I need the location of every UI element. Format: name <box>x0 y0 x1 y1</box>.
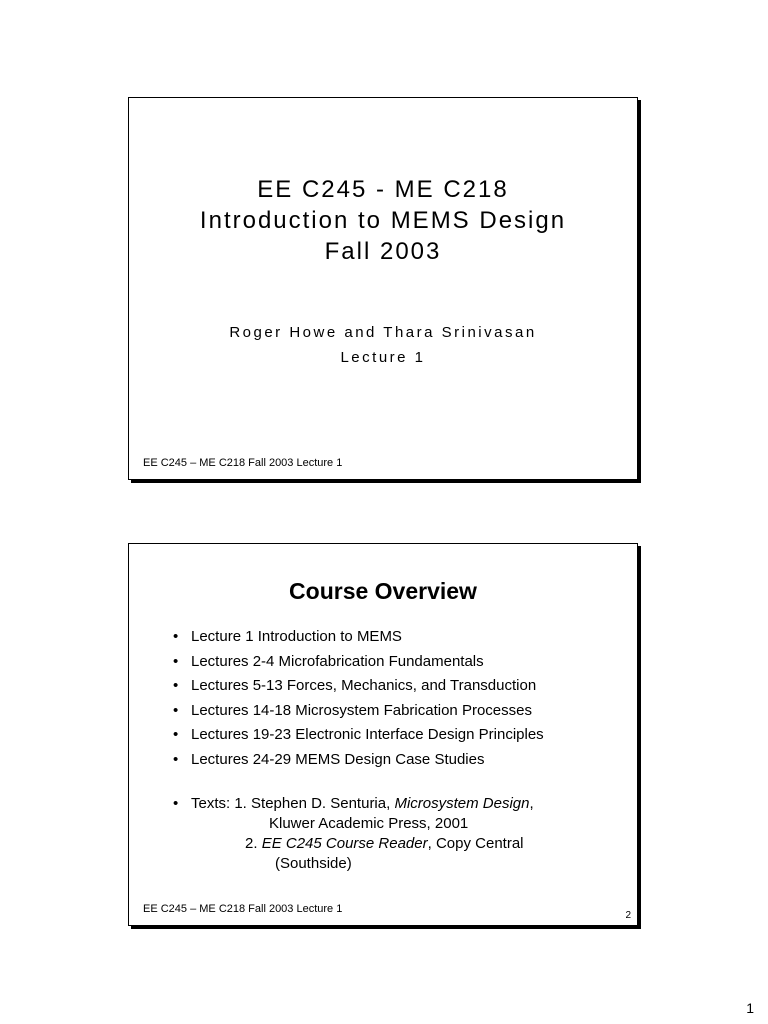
textbook-1: • Texts: 1. Stephen D. Senturia, Microsystem Design, <box>173 795 534 812</box>
slide-2 <box>128 543 638 926</box>
title-line-semester: Fall 2003 <box>324 238 442 265</box>
slide-1-title <box>129 174 637 267</box>
slide-number: 2 <box>625 910 631 921</box>
textbook-1-publisher: Kluwer Academic Press, 2001 <box>269 815 469 832</box>
textbooks <box>173 794 534 874</box>
slide-2-footer: EE C245 – ME C218 Fall 2003 Lecture 1 <box>143 903 343 915</box>
bullet-icon: • <box>173 628 179 645</box>
bullet-icon: • <box>173 795 179 812</box>
slide-1-footer: EE C245 – ME C218 Fall 2003 Lecture 1 <box>143 457 343 469</box>
slide-1-byline <box>129 320 637 370</box>
book-title: EE C245 Course Reader <box>261 835 428 852</box>
list-item: • Lectures 2-4 Microfabrication Fundamentals <box>173 650 544 675</box>
bullet-icon: • <box>173 677 179 694</box>
book-title: Microsystem Design <box>394 795 530 812</box>
bullet-icon: • <box>173 701 179 719</box>
list-item: • Lectures 5-13 Forces, Mechanics, and Transduction <box>173 674 544 699</box>
list-item: • Lecture 1 Introduction to MEMS <box>173 625 544 650</box>
textbook-2-location: (Southside) <box>275 855 352 872</box>
lecture-label: Lecture 1 <box>340 349 426 366</box>
bullet-icon: • <box>173 726 179 743</box>
list-item: • Lectures 14-18 Microsystem Fabrication Processes <box>173 699 544 724</box>
bullet-icon: • <box>173 750 179 768</box>
list-item: • Lectures 19-23 Electronic Interface Design Principles <box>173 723 544 748</box>
title-line-course-name: Introduction to MEMS Design <box>199 207 567 234</box>
textbook-2: 2. EE C245 Course Reader, Copy Central <box>245 835 524 852</box>
course-topics-list <box>173 625 544 772</box>
slide-1 <box>128 97 638 480</box>
authors: Roger Howe and Thara Srinivasan <box>229 324 537 341</box>
document-page-number: 1 <box>746 1000 754 1016</box>
title-line-course-code: EE C245 - ME C218 <box>257 176 509 203</box>
bullet-icon: • <box>173 652 179 670</box>
list-item: • Lectures 24-29 MEMS Design Case Studies <box>173 748 544 773</box>
slide-2-title: Course Overview <box>289 578 477 604</box>
